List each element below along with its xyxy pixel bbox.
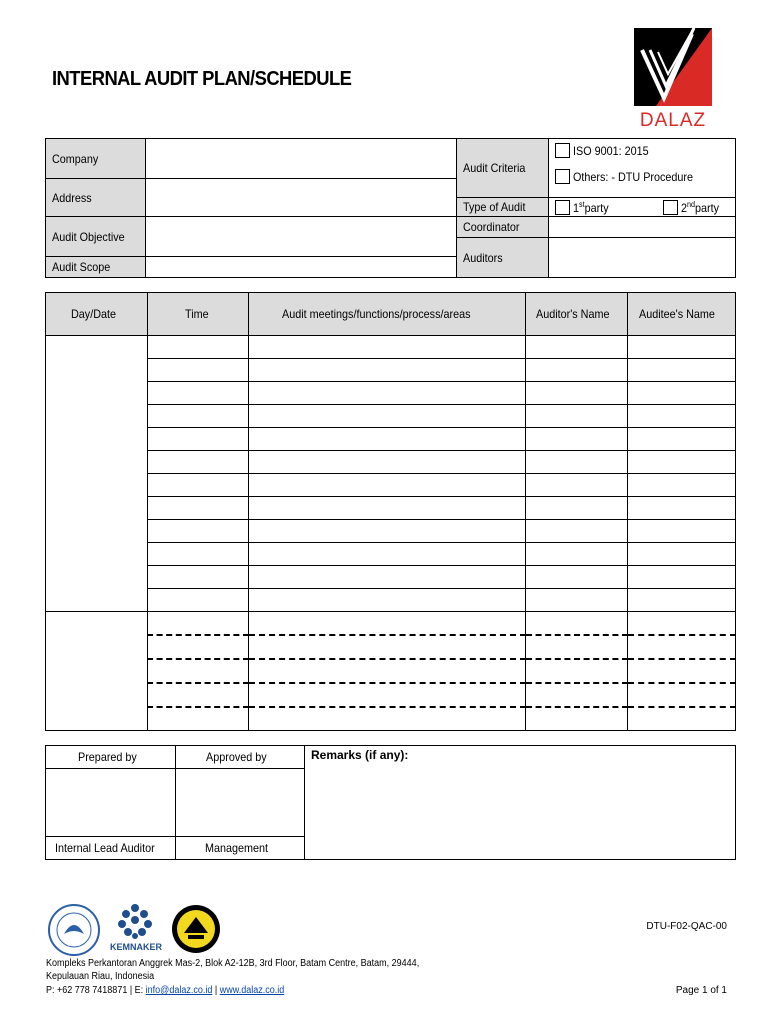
schedule-cell[interactable] (526, 707, 628, 731)
schedule-cell[interactable] (628, 612, 736, 636)
audit-scope-field[interactable] (146, 257, 457, 278)
schedule-cell[interactable] (526, 635, 628, 659)
audit-criteria-label: Audit Criteria (457, 139, 549, 198)
audit-scope-label: Audit Scope (46, 257, 146, 278)
schedule-cell[interactable] (628, 659, 736, 683)
schedule-cell[interactable] (249, 659, 526, 683)
management-label: Management (176, 837, 305, 860)
schedule-cell[interactable] (249, 428, 526, 451)
schedule-cell[interactable] (628, 405, 736, 428)
table-row (46, 659, 736, 683)
schedule-cell[interactable] (628, 683, 736, 707)
second-party-checkbox[interactable] (663, 200, 678, 215)
government-emblem-icon (170, 903, 222, 955)
iso-9001-label: ISO 9001: 2015 (573, 144, 649, 158)
schedule-cell[interactable] (526, 382, 628, 405)
second-party-label: 2ndparty (681, 199, 720, 215)
address-line-2: Kepulauan Riau, Indonesia (46, 971, 155, 982)
table-row (46, 382, 736, 405)
schedule-cell[interactable] (249, 543, 526, 566)
address-line-1: Kompleks Perkantoran Anggrek Mas-2, Blok A2-12B, 3rd Floor, Batam Centre, Batam, 29444, (46, 958, 420, 969)
schedule-cell[interactable] (628, 520, 736, 543)
day-date-cell-2[interactable] (46, 612, 148, 731)
schedule-cell[interactable] (249, 382, 526, 405)
schedule-cell[interactable] (249, 566, 526, 589)
schedule-cell[interactable] (148, 635, 249, 659)
schedule-cell[interactable] (628, 707, 736, 731)
schedule-cell[interactable] (249, 451, 526, 474)
document-code: DTU-F02-QAC-00 (646, 921, 727, 932)
company-field[interactable] (146, 139, 457, 179)
type-of-audit-options (549, 198, 736, 217)
remarks-box[interactable] (305, 746, 736, 860)
audit-objective-field[interactable] (146, 217, 457, 257)
approved-by-label: Approved by (176, 746, 305, 769)
schedule-cell[interactable] (148, 683, 249, 707)
schedule-cell[interactable] (628, 635, 736, 659)
col-day-date: Day/Date (46, 293, 148, 336)
schedule-cell[interactable] (628, 382, 736, 405)
schedule-cell[interactable] (249, 520, 526, 543)
schedule-cell[interactable] (628, 497, 736, 520)
internal-lead-auditor-label: Internal Lead Auditor (46, 837, 176, 860)
table-row (46, 428, 736, 451)
schedule-cell[interactable] (526, 543, 628, 566)
remarks-label: Remarks (if any): (311, 748, 409, 762)
schedule-cell[interactable] (249, 497, 526, 520)
schedule-cell[interactable] (148, 336, 249, 359)
table-row (46, 497, 736, 520)
col-auditee-name: Auditee's Name (628, 293, 736, 336)
approved-by-signature[interactable] (176, 769, 305, 837)
address-field[interactable] (146, 179, 457, 217)
schedule-cell[interactable] (249, 336, 526, 359)
schedule-cell[interactable] (526, 589, 628, 612)
schedule-cell[interactable] (526, 566, 628, 589)
schedule-cell[interactable] (148, 405, 249, 428)
email-link[interactable]: info@dalaz.co.id (145, 985, 213, 996)
schedule-cell[interactable] (526, 336, 628, 359)
prepared-by-signature[interactable] (46, 769, 176, 837)
table-row (46, 474, 736, 497)
coordinator-label: Coordinator (457, 217, 549, 238)
first-party-checkbox[interactable] (555, 200, 570, 215)
schedule-cell[interactable] (148, 659, 249, 683)
schedule-cell[interactable] (628, 428, 736, 451)
schedule-cell[interactable] (249, 707, 526, 731)
schedule-cell[interactable] (526, 683, 628, 707)
dalaz-logo-icon (634, 28, 712, 106)
schedule-cell[interactable] (628, 451, 736, 474)
schedule-cell[interactable] (628, 474, 736, 497)
schedule-cell[interactable] (148, 707, 249, 731)
table-row (46, 635, 736, 659)
schedule-cell[interactable] (526, 359, 628, 382)
schedule-cell[interactable] (628, 543, 736, 566)
schedule-cell[interactable] (148, 520, 249, 543)
type-of-audit-label: Type of Audit (457, 198, 549, 217)
schedule-cell[interactable] (249, 589, 526, 612)
website-link[interactable]: www.dalaz.co.id (219, 985, 285, 996)
schedule-cell[interactable] (148, 382, 249, 405)
page-title: INTERNAL AUDIT PLAN/SCHEDULE (52, 68, 352, 90)
table-row (46, 566, 736, 589)
audit-info-table (45, 138, 736, 278)
first-party-label: 1stparty (573, 199, 609, 215)
table-row (46, 405, 736, 428)
schedule-cell[interactable] (148, 451, 249, 474)
address-label: Address (46, 179, 146, 217)
audit-criteria-options (549, 139, 736, 198)
kemnaker-wordmark: KEMNAKER (110, 942, 163, 952)
coordinator-field[interactable] (549, 217, 736, 238)
schedule-cell[interactable] (148, 359, 249, 382)
others-checkbox[interactable] (555, 169, 570, 184)
table-row (46, 589, 736, 612)
certification-seal-icon (46, 902, 102, 958)
schedule-cell[interactable] (526, 659, 628, 683)
schedule-table (45, 292, 736, 731)
others-label: Others: - DTU Procedure (573, 170, 694, 184)
schedule-cell[interactable] (526, 474, 628, 497)
schedule-cell[interactable] (148, 497, 249, 520)
table-row (46, 520, 736, 543)
page-number: Page 1 of 1 (675, 985, 727, 996)
schedule-cell[interactable] (249, 635, 526, 659)
dalaz-logo (634, 28, 712, 131)
schedule-cell[interactable] (249, 405, 526, 428)
logo-wordmark: DALAZ (639, 110, 707, 131)
table-row (46, 707, 736, 731)
footer-logos (46, 902, 226, 958)
schedule-cell[interactable] (628, 589, 736, 612)
auditors-label: Auditors (457, 238, 549, 278)
schedule-cell[interactable] (249, 612, 526, 636)
table-row (46, 336, 736, 359)
schedule-cell[interactable] (628, 359, 736, 382)
schedule-cell[interactable] (148, 428, 249, 451)
contact-line: P: +62 778 7418871 | E: info@dalaz.co.id | www.dalaz.co.id (46, 985, 285, 996)
schedule-cell[interactable] (526, 428, 628, 451)
schedule-cell[interactable] (628, 336, 736, 359)
schedule-cell[interactable] (526, 405, 628, 428)
company-label: Company (46, 139, 146, 179)
table-row (46, 451, 736, 474)
schedule-cell[interactable] (148, 474, 249, 497)
schedule-cell[interactable] (628, 566, 736, 589)
schedule-cell[interactable] (249, 474, 526, 497)
table-row (46, 683, 736, 707)
schedule-cell[interactable] (526, 520, 628, 543)
schedule-cell[interactable] (148, 566, 249, 589)
prepared-by-label: Prepared by (46, 746, 176, 769)
table-row (46, 359, 736, 382)
schedule-cell[interactable] (148, 543, 249, 566)
schedule-cell[interactable] (526, 451, 628, 474)
schedule-cell[interactable] (526, 612, 628, 636)
table-row (46, 612, 736, 636)
schedule-cell[interactable] (526, 497, 628, 520)
schedule-cell[interactable] (249, 359, 526, 382)
col-time: Time (148, 293, 249, 336)
day-date-cell-1[interactable] (46, 336, 148, 612)
auditors-field[interactable] (549, 238, 736, 278)
schedule-cell[interactable] (249, 683, 526, 707)
iso-9001-checkbox[interactable] (555, 143, 570, 158)
signature-table (45, 745, 736, 860)
kemnaker-logo-icon (112, 902, 158, 942)
col-auditor-name: Auditor's Name (526, 293, 628, 336)
schedule-cell[interactable] (148, 589, 249, 612)
col-audit-areas: Audit meetings/functions/process/areas (249, 293, 526, 336)
schedule-cell[interactable] (148, 612, 249, 636)
table-row (46, 543, 736, 566)
audit-objective-label: Audit Objective (46, 217, 146, 257)
